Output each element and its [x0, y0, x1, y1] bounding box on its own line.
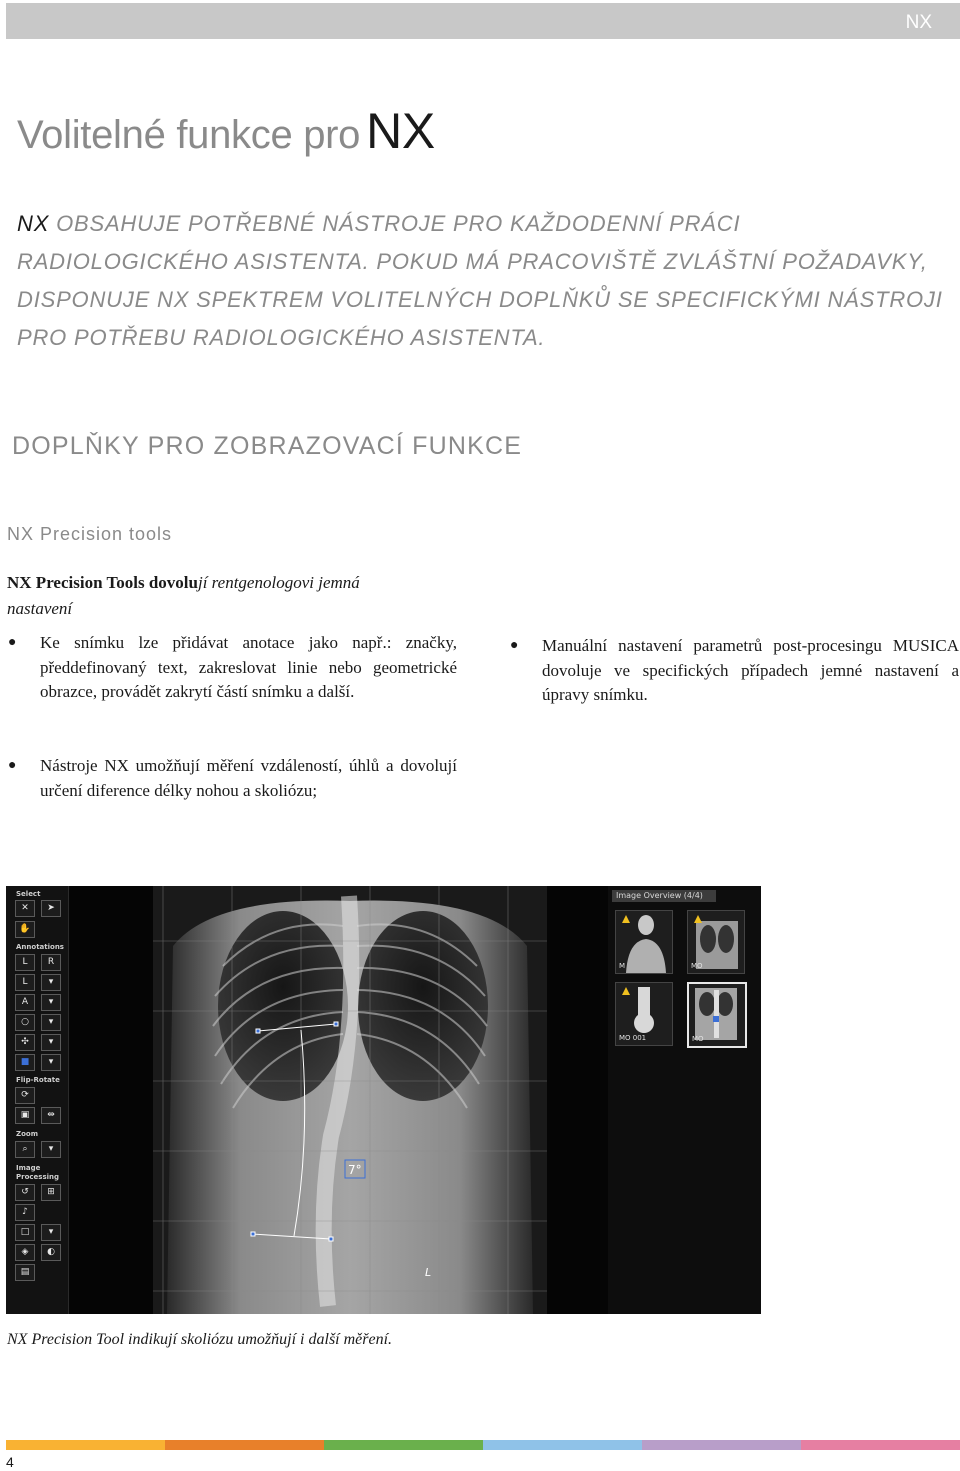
thumbnail-label: MO: [692, 1035, 704, 1043]
warning-icon: [694, 915, 702, 923]
marker-r-button[interactable]: R: [41, 954, 61, 971]
software-screenshot: [6, 886, 761, 1314]
flip-icon[interactable]: ▣: [15, 1107, 35, 1124]
thumbnail-4-selected[interactable]: [687, 982, 747, 1048]
chevron-down-icon[interactable]: ▾: [41, 974, 61, 991]
zoom-icon[interactable]: ⌕: [15, 1141, 35, 1158]
header-bar: [6, 3, 960, 39]
marker-l-button[interactable]: L: [15, 954, 35, 971]
thumbnail-1[interactable]: [615, 910, 673, 974]
bullet-dot-icon: ●: [510, 638, 519, 653]
window-level-icon[interactable]: □: [15, 1224, 35, 1241]
thumbnail-label: MO: [691, 962, 703, 970]
angle-label: 7°: [348, 1163, 362, 1177]
stripe-segment: [324, 1440, 483, 1450]
stripe-segment: [801, 1440, 960, 1450]
bullet-text: Ke snímku lze přidávat anotace jako např.: značky, předdefinovaný text, zakreslovat linie nebo geometrické obrazce, provádět zakrytí částí snímku a další.: [40, 633, 457, 701]
rotate-icon[interactable]: ⟳: [15, 1087, 35, 1104]
thumbnail-label: M: [619, 962, 626, 970]
circle-icon[interactable]: ○: [15, 1014, 35, 1031]
chevron-down-icon[interactable]: ▾: [41, 1054, 61, 1071]
measure-icon[interactable]: ✣: [15, 1034, 35, 1051]
warning-icon: [622, 915, 630, 923]
tool-palette: [6, 886, 69, 1314]
thumbnail-label: MO 001: [619, 1034, 647, 1042]
bullet-item: [8, 754, 457, 803]
crop-icon[interactable]: ⊞: [41, 1184, 61, 1201]
intro-brand: NX: [17, 211, 50, 236]
spine-xray-image: [153, 886, 547, 1314]
chevron-down-icon[interactable]: ▾: [41, 1034, 61, 1051]
left-lung: [218, 911, 348, 1101]
intro-text: OBSAHUJE POTŘEBNÉ NÁSTROJE PRO KAŽDODENNÍ PRÁCI RADIOLOGICKÉHO ASISTENTA. POKUD MÁ PRACOVIŠTĚ ZVLÁŠTNÍ POŽADAVKY, DISPONUJE NX SPEKTREM VOLITELNÝCH DOPLŇKŮ SE SPECIFICKÝMI NÁSTROJI PRO POTŘEBU RADIOLOGICKÉHO ASISTENTA.: [17, 211, 943, 350]
lead-paragraph: [7, 570, 427, 622]
stripe-segment: [6, 1440, 165, 1450]
toolbar-section-annotations: Annotations: [16, 943, 64, 951]
thumbnail-3[interactable]: [615, 982, 673, 1046]
chevron-down-icon[interactable]: ▾: [41, 1141, 61, 1158]
footer-color-stripe: [6, 1440, 960, 1450]
marker-l2-button[interactable]: L: [15, 974, 35, 991]
toolbar-section-select: Select: [16, 890, 41, 898]
bullet-item: [510, 634, 959, 708]
section-heading: DOPLŇKY PRO ZOBRAZOVACÍ FUNKCE: [12, 432, 523, 460]
page-title: [17, 102, 435, 160]
image-overview-title: Image Overview (4/4): [612, 890, 716, 902]
bullet-dot-icon: ●: [8, 758, 17, 773]
music-icon[interactable]: ♪: [15, 1204, 35, 1221]
header-label: NX: [905, 12, 932, 33]
bullet-dot-icon: ●: [8, 635, 17, 650]
flip-horizontal-icon[interactable]: ⇹: [41, 1107, 61, 1124]
page-number: 4: [6, 1454, 14, 1470]
toolbar-section-zoom: Zoom: [16, 1130, 38, 1138]
xray-viewport[interactable]: [153, 886, 547, 1314]
sharpen-icon[interactable]: ◈: [15, 1244, 35, 1261]
thumbnail-2[interactable]: [687, 910, 745, 974]
lead-bold: NX Precision Tools dovolu: [7, 573, 198, 592]
chevron-down-icon[interactable]: ▾: [41, 994, 61, 1011]
text-annotation-button[interactable]: A: [15, 994, 35, 1011]
pointer-icon[interactable]: ➤: [41, 900, 61, 917]
hand-icon[interactable]: ✋: [15, 921, 35, 938]
bullet-text: Manuální nastavení parametrů post-procesingu MUSICA dovoluje ve specifických případech jemné nastavení a úpravy snímku.: [542, 636, 959, 704]
toolbar-section-image-processing: Image Processing: [16, 1164, 60, 1181]
page-title-accent: NX: [366, 103, 435, 159]
sub-heading: NX Precision tools: [7, 524, 173, 544]
bullet-text: Nástroje NX umožňují měření vzdáleností, úhlů a dovolují určení diference délky nohou a skoliózu;: [40, 756, 457, 800]
shutter-icon[interactable]: ■: [15, 1054, 35, 1071]
lead-italic: jí rentgenologovi jemná nastavení: [7, 573, 360, 618]
stripe-segment: [483, 1440, 642, 1450]
intro-paragraph: [17, 205, 947, 357]
figure-caption: NX Precision Tool indikují skoliózu umožňují i další měření.: [7, 1331, 393, 1348]
bullet-item: [8, 631, 457, 705]
toolbar-section-flip-rotate: Flip-Rotate: [16, 1076, 60, 1084]
chevron-down-icon[interactable]: ▾: [41, 1224, 61, 1241]
stripe-segment: [165, 1440, 324, 1450]
stripe-segment: [642, 1440, 801, 1450]
side-marker-label: L: [425, 1266, 432, 1279]
warning-icon: [622, 987, 630, 995]
contrast-icon[interactable]: ◐: [41, 1244, 61, 1261]
image-icon[interactable]: ▤: [15, 1264, 35, 1281]
reset-icon[interactable]: ↺: [15, 1184, 35, 1201]
close-icon[interactable]: ✕: [15, 900, 35, 917]
page-title-main: Volitelné funkce pro: [17, 113, 361, 157]
chevron-down-icon[interactable]: ▾: [41, 1014, 61, 1031]
image-overview-panel: [608, 886, 761, 1314]
